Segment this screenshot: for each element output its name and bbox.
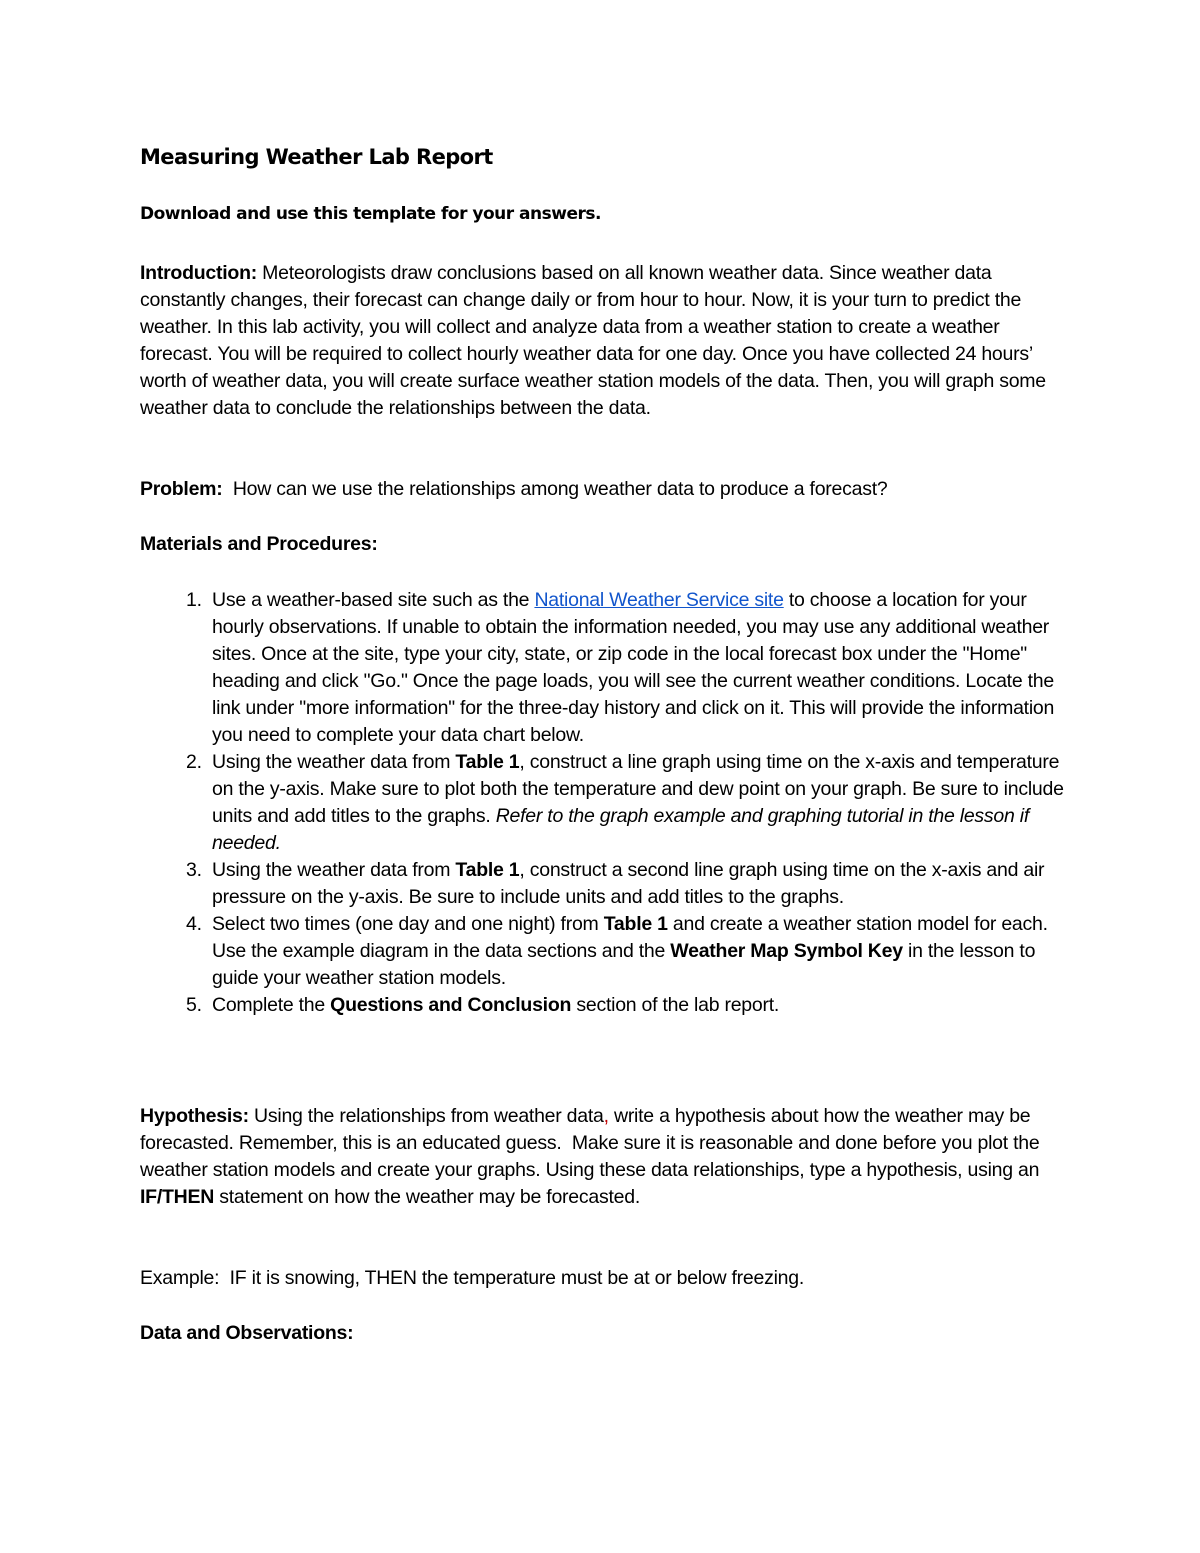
if-then-label: IF/THEN: [140, 1186, 215, 1208]
symbol-key-reference: Weather Map Symbol Key: [670, 940, 903, 962]
introduction-label: Introduction:: [140, 262, 257, 284]
step-text: , construct a second line graph using time on the x-axis and air pressure on the y-axis. Be sure to include units and add titles to the graphs.: [212, 859, 1045, 908]
hypothesis-red-comma: ,: [603, 1105, 609, 1127]
step-text: Using the weather data from: [212, 859, 456, 881]
hypothesis-text: write a hypothesis about how the weather may be forecasted. Remember, this is an educated guess. Make sure it is reasonable and done before you plot the weather station models and create your graphs. Using these data relationships, type a hypothesis, using an: [140, 1105, 1045, 1181]
materials-heading: Materials and Procedures:: [140, 533, 378, 555]
hypothesis-paragraph: [140, 1103, 1065, 1211]
table-reference: Table 1: [603, 913, 668, 935]
procedure-list: [140, 587, 1065, 1019]
step-text: , construct a line graph using time on the x-axis and temperature on the y-axis. Make sure to plot both the temperature and dew point on your graph. Be sure to include units and add titles to the graphs.: [212, 751, 1064, 827]
step-text: section of the lab report.: [571, 994, 780, 1016]
step-text: Select two times (one day and one night) from: [212, 913, 604, 935]
step-number: 5.: [186, 994, 202, 1016]
problem-paragraph: [140, 476, 1065, 503]
table-reference: Table 1: [455, 859, 520, 881]
national-weather-service-link[interactable]: National Weather Service site: [534, 589, 784, 611]
data-observations-heading: Data and Observations:: [140, 1322, 354, 1344]
hypothesis-text: Using the relationships from weather data: [248, 1105, 604, 1127]
introduction-paragraph: [140, 260, 1065, 422]
step-number: 2.: [186, 751, 202, 773]
hypothesis-text: statement on how the weather may be forecasted.: [214, 1186, 641, 1208]
procedure-step-4: [140, 911, 1065, 992]
step-number: 1.: [186, 589, 202, 611]
procedure-step-5: [140, 992, 1065, 1019]
procedure-step-1: [140, 587, 1065, 749]
problem-text: How can we use the relationships among weather data to produce a forecast?: [222, 478, 888, 500]
step-number: 4.: [186, 913, 202, 935]
step-note: Refer to the graph example and graphing tutorial in the lesson if needed.: [212, 805, 1030, 854]
step-text: Complete the: [212, 994, 331, 1016]
introduction-text: Meteorologists draw conclusions based on all known weather data. Since weather data constantly changes, their forecast can change daily or from hour to hour. Now, it is your turn to predict the weather. In this lab activity, you will collect and analyze data from a weather station to create a weather forecast. You will be required to collect hourly weather data for one day. Once you have collected 24 hours’ worth of weather data, you will create surface weather station models of the data. Then, you will graph some weather data to conclude the relationships between the data.: [140, 262, 1046, 419]
procedure-step-2: [140, 749, 1065, 857]
step-number: 3.: [186, 859, 202, 881]
step-text: to choose a location for your hourly observations. If unable to obtain the information needed, you may use any additional weather sites. Once at the site, type your city, state, or zip code in the local forecast box under the "Home" heading and click "Go." Once the page loads, you will see the current weather conditions. Locate the link under "more information" for the three-day history and click on it. This will provide the information you need to complete your data chart below.: [212, 589, 1055, 746]
table-reference: Table 1: [455, 751, 520, 773]
procedure-step-3: [140, 857, 1065, 911]
section-reference: Questions and Conclusion: [330, 994, 572, 1016]
document-subtitle: Download and use this template for your answers.: [140, 204, 601, 224]
step-text: Using the weather data from: [212, 751, 456, 773]
step-text: and create a weather station model for each. Use the example diagram in the data sections and the: [212, 913, 1048, 962]
document-title: Measuring Weather Lab Report: [140, 145, 493, 169]
step-text: in the lesson to guide your weather station models.: [212, 940, 1036, 989]
hypothesis-label: Hypothesis:: [140, 1105, 249, 1127]
example-paragraph: Example: IF it is snowing, THEN the temperature must be at or below freezing.: [140, 1267, 805, 1289]
step-text: Use a weather-based site such as the: [212, 589, 535, 611]
problem-label: Problem:: [140, 478, 223, 500]
